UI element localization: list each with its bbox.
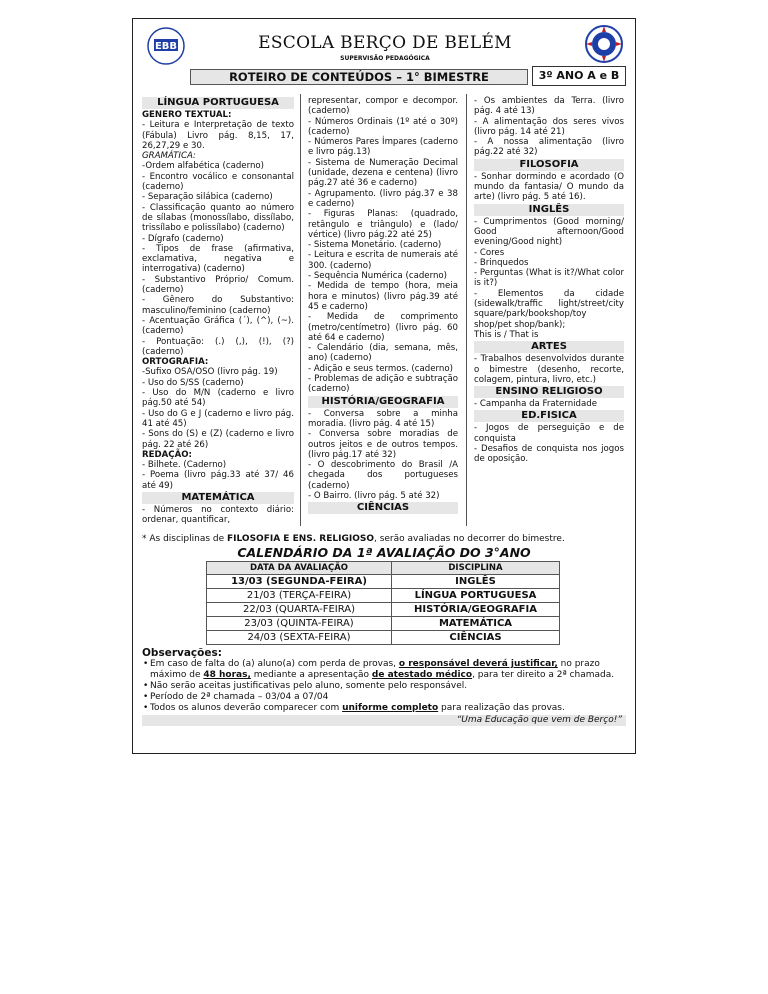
list-item: - Bilhete. (Caderno) [142,460,227,471]
obs-emphasis: o responsável deverá justificar, [398,659,558,669]
motto: “Uma Educação que vem de Berço!” [142,715,626,726]
sub-ortografia: ORTOGRAFIA: [142,357,209,368]
list-item: - Uso do M/N (caderno e livro pág.50 até 54) [142,388,294,409]
list-item: - Gênero do Substantivo: masculino/feminino (caderno) [142,295,294,316]
table-header-row [207,562,560,575]
cell-subject: MATEMÁTICA [392,617,560,631]
list-item: - Problemas de adição e subtração (caderno) [308,374,458,395]
list-item: - O Bairro. (livro pág. 5 até 32) [308,490,440,501]
table-row [207,631,560,645]
column-2 [308,96,458,515]
list-item: - Cumprimentos (Good morning/ Good afternoon/Good evening/Good night) [474,216,624,248]
heading-matematica: MATEMÁTICA [142,492,294,504]
cell-date: 22/03 (QUARTA-FEIRA) [207,603,392,617]
column-3 [474,96,624,465]
list-item: - Separação silábica (caderno) [142,192,273,203]
observations-list [142,659,626,714]
supervision-label: SUPERVISÃO PEDAGÓGICA [340,55,430,62]
cell-subject: HISTÓRIA/GEOGRAFIA [392,603,560,617]
list-item: - Adição e seus termos. (caderno) [308,363,453,374]
note-bold: FILOSOFIA E ENS. RELIGIOSO [227,534,374,544]
observations-heading: Observações: [142,647,222,659]
sub-genero: GENERO TEXTUAL: [142,110,232,120]
list-item: - Sons do (S) e (Z) (caderno e livro pág. 22 até 26) [142,429,294,450]
list-item: representar, compor e decompor. (caderno) [308,96,458,117]
list-item: -Ordem alfabética (caderno) [142,161,265,172]
list-item: - A alimentação dos seres vivos (livro pág. 14 até 21) [474,116,624,137]
list-item: This is / That is [474,329,539,340]
list-item: - Classificação quanto ao número de sílabas (monossílabo, dissílabo, trissílabo e polissílabo) (caderno) [142,202,294,234]
list-item: - Sistema Monetário. (caderno) [308,240,442,251]
page-title: ROTEIRO DE CONTEÚDOS – 1° BIMESTRE [190,69,528,85]
list-item: - Conversa sobre moradias de outros jeitos e de outros tempos. (livro pág.17 até 32) [308,429,458,460]
obs-emphasis: 48 horas, [203,670,251,680]
obs-emphasis: de atestado médico [371,670,473,680]
logo-left-text: EBB [154,41,178,52]
heading-ensino-religioso: ENSINO RELIGIOSO [474,386,624,398]
calendar-table [206,561,560,645]
list-item: -Sufixo OSA/OSO (livro pág. 19) [142,367,278,378]
column-1 [142,96,294,526]
list-item: - Conversa sobre a minha moradia. (livro pág. 4 até 15) [308,408,458,429]
obs-text: Em caso de falta do (a) aluno(a) com perda de provas, [150,659,399,669]
cell-date: 13/03 (SEGUNDA-FEIRA) [207,575,392,589]
list-item: - O descobrimento do Brasil /A chegada dos portugueses (caderno) [308,460,458,491]
heading-filosofia: FILOSOFIA [474,159,624,171]
cell-date: 24/03 (SEXTA-FEIRA) [207,631,392,645]
calendar-title: CALENDÁRIO DA 1ª AVALIAÇÃO DO 3°ANO [237,545,531,560]
note-pre: * As disciplinas de [142,534,228,544]
list-item: - Números Pares Ímpares (caderno e livro pág.13) [308,137,458,158]
evaluation-note [142,534,626,544]
list-item: - Cores [474,247,505,258]
list-item: • Período de 2ª chamada – 03/04 a 07/04 [150,692,626,703]
list-item [150,703,626,714]
sub-redacao: REDAÇÃO: [142,449,192,460]
table-row [207,603,560,617]
list-item: - Calendário (dia, semana, mês, ano) (caderno) [308,343,458,364]
table-row [207,589,560,603]
list-item: - Números Ordinais (1º até o 30º) (caderno) [308,116,458,137]
list-item: - Sistema de Numeração Decimal (unidade, dezena e centena) (livro pág.27 até 36 e caderno) [308,157,458,189]
col-header-subject: DISCIPLINA [392,562,560,575]
list-item: - Elementos da cidade (sidewalk/traffic light/street/city square/park/bookshop/toy shop/pet shop/bank); [474,288,624,330]
list-item: - Leitura e escrita de numerais até 300. (caderno) [308,250,458,271]
list-item: - Trabalhos desenvolvidos durante o bimestre (desenho, recorte, colagem, pintura, livro, etc.) [474,354,624,385]
obs-text: Todos os alunos deverão comparecer com [150,703,343,713]
column-divider [466,94,467,526]
col-header-date: DATA DA AVALIAÇÃO [207,562,392,575]
list-item: - Pontuação: (.) (,), (!), (?) (caderno) [142,336,294,357]
list-item: - Figuras Planas: (quadrado, retângulo e triângulo) e (lado/ vértice) (livro pág.22 até 25) [308,209,458,240]
cell-subject: INGLÊS [392,575,560,589]
obs-text: para realização das provas. [438,703,565,713]
school-logo-right [584,24,624,64]
observations [142,648,626,726]
list-item: - Desafios de conquista nos jogos de oposição. [474,444,624,465]
heading-ed-fisica: ED.FISICA [474,410,624,422]
heading-historia-geografia: HISTÓRIA/GEOGRAFIA [308,396,458,408]
list-item: - Uso do G e J (caderno e livro pág. 41 até 45) [142,408,294,429]
column-divider [300,94,301,526]
cell-date: 23/03 (QUINTA-FEIRA) [207,617,392,631]
sub-gramatica: GRAMÁTICA: [142,151,196,162]
list-item: - Os ambientes da Terra. (livro pág. 4 até 13) [474,96,624,117]
table-row [207,575,560,589]
list-item: - Uso do S/SS (caderno) [142,377,244,388]
obs-text: no prazo máximo de [150,659,600,680]
cell-subject: LÍNGUA PORTUGUESA [392,589,560,603]
heading-ingles: INGLÊS [474,204,624,216]
list-item: - Jogos de perseguição e de conquista [474,423,624,444]
list-item: - Perguntas (What is it?/What color is it?) [474,268,624,289]
obs-text: mediante a apresentação [250,670,372,680]
list-item: - Medida de comprimento (metro/centímetro) (livro pág. 60 até 64 e caderno) [308,312,458,343]
note-post: , serão avaliadas no decorrer do bimestre. [373,534,565,544]
list-item [150,659,626,681]
list-item: - Brinquedos [474,257,529,268]
genero-text: - Leitura e Interpretação de texto (Fábula) Livro pág. 8,15, 17, 26,27,29 e 30. [142,120,294,151]
list-item: - Dígrafo (caderno) [142,233,224,244]
list-item: - Acentuação Gráfica (´), (^), (~). (caderno) [142,315,294,337]
list-item: - Substantivo Próprio/ Comum. (caderno) [142,274,294,296]
heading-ciencias: CIÊNCIAS [308,502,458,514]
grade-badge: 3º ANO A e B [532,66,626,86]
list-item: - Sequência Numérica (caderno) [308,271,448,282]
list-item: • Não serão aceitas justificativas pelo aluno, somente pelo responsável. [150,681,626,692]
heading-portugues: LÍNGUA PORTUGUESA [142,97,294,109]
school-name: ESCOLA BERÇO DE BELÉM [258,33,512,53]
list-item: - Encontro vocálico e consonantal (caderno) [142,171,294,193]
cell-subject: CIÊNCIAS [392,631,560,645]
heading-artes: ARTES [474,341,624,353]
list-item: - Poema (livro pág.33 até 37/ 46 até 49) [142,470,294,491]
list-item: - A nossa alimentação (livro pág.22 até 32) [474,137,624,158]
list-item: - Agrupamento. (livro pág.37 e 38 e caderno) [308,188,458,209]
school-logo-left [146,26,186,66]
list-item: - Números no contexto diário: ordenar, quantificar, [142,504,294,526]
list-item: - Tipos de frase (afirmativa, exclamativa, negativa e interrogativa) (caderno) [142,243,294,275]
obs-emphasis: uniforme completo [342,703,439,713]
list-item: - Campanha da Fraternidade [474,399,597,410]
cell-date: 21/03 (TERÇA-FEIRA) [207,589,392,603]
obs-text: , para ter direito a 2ª chamada. [472,670,615,680]
list-item: - Sonhar dormindo e acordado (O mundo da fantasia/ O mundo da arte) (livro pág. 5 até 16). [474,171,624,203]
table-row [207,617,560,631]
list-item: - Medida de tempo (hora, meia hora e minutos) (livro pág.39 até 45 e caderno) [308,281,458,312]
